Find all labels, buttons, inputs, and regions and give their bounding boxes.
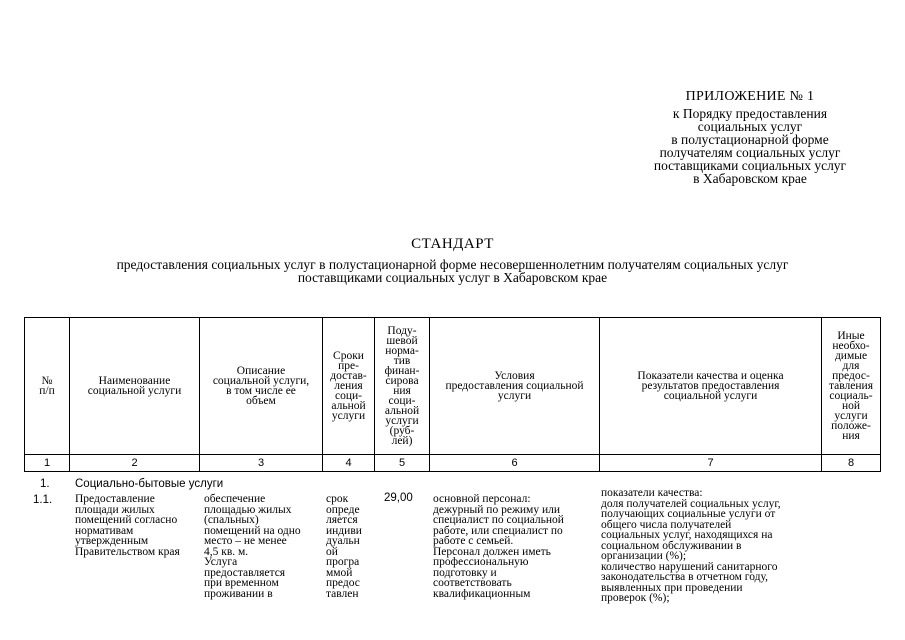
appendix-line: в Хабаровском крае — [693, 171, 807, 186]
appendix-block — [600, 90, 900, 185]
table-header-row — [25, 318, 881, 455]
appendix-line: поставщиками социальных услуг — [653, 158, 847, 173]
header-cell-name: Наименование социальной услуги — [70, 318, 200, 455]
header-cell-terms: Сроки пре- достав- ления соци- альной услуги — [323, 318, 375, 455]
column-number: 2 — [70, 455, 200, 472]
section-number: 1. — [40, 478, 50, 490]
standard-table — [24, 317, 881, 472]
appendix-line: к Порядку предоставления — [672, 106, 828, 121]
column-number: 8 — [822, 455, 881, 472]
service-quality: показатели качества: доля получателей социальных услуг, получающих социальные услуги от общего числа получателей социальных услуг, находящихся на социальном обслуживании в организации (%); количество нарушений санитарного законодательства в отчетном году, выявленных при проведении проверок (%); — [601, 487, 781, 604]
column-number: 1 — [25, 455, 70, 472]
column-number: 4 — [323, 455, 375, 472]
service-name: Предоставление площади жилых помещений согласно нормативам утвержденным Правительством края — [75, 493, 180, 558]
column-number: 3 — [200, 455, 323, 472]
subtitle-line: предоставления социальных услуг в полустационарной форме несовершеннолетним получателям социальных услуг — [116, 257, 789, 272]
column-number-row — [25, 455, 881, 472]
service-conditions: основной персонал: дежурный по режиму или специалист по социальной работе, или специалист по работе с семьей. Персонал должен иметь профессиональную подготовку и соответствовать квалификационным — [433, 493, 564, 600]
document-subtitle — [60, 258, 845, 284]
header-cell-num: № п/п — [25, 318, 70, 455]
header-cell-conditions: Условия предоставления социальной услуги — [430, 318, 600, 455]
service-terms: срок опреде ляется индиви дуальн ой програ ммой предос тавлен — [326, 493, 362, 600]
column-number: 7 — [600, 455, 822, 472]
column-number: 6 — [430, 455, 600, 472]
appendix-line: получателям социальных услуг — [659, 145, 841, 160]
service-norm: 29,00 — [384, 492, 413, 504]
row-number: 1.1. — [33, 494, 53, 506]
service-description: обеспечение площадью жилых (спальных) помещений на одно место – не менее 4,5 кв. м. Услуга предоставляется при временном проживании в — [204, 493, 301, 600]
appendix-line: в полустационарной форме — [671, 132, 829, 147]
document-title: СТАНДАРТ — [411, 236, 494, 252]
header-cell-quality: Показатели качества и оценка результатов предоставления социальной услуги — [600, 318, 822, 455]
header-cell-description: Описание социальной услуги, в том числе ее объем — [200, 318, 323, 455]
header-cell-other: Иные необхо- димые для предос- тавления социаль- ной услуги положе- ния — [822, 318, 881, 455]
section-title: Социально-бытовые услуги — [75, 478, 224, 490]
appendix-heading: ПРИЛОЖЕНИЕ № 1 — [685, 89, 815, 104]
header-cell-norm: Поду- шевой норма- тив финан- сирова ния соци- альной услуги (руб- лей) — [375, 318, 430, 455]
column-number: 5 — [375, 455, 430, 472]
appendix-line: социальных услуг — [697, 119, 803, 134]
subtitle-line: поставщиками социальных услуг в Хабаровском крае — [297, 270, 608, 285]
